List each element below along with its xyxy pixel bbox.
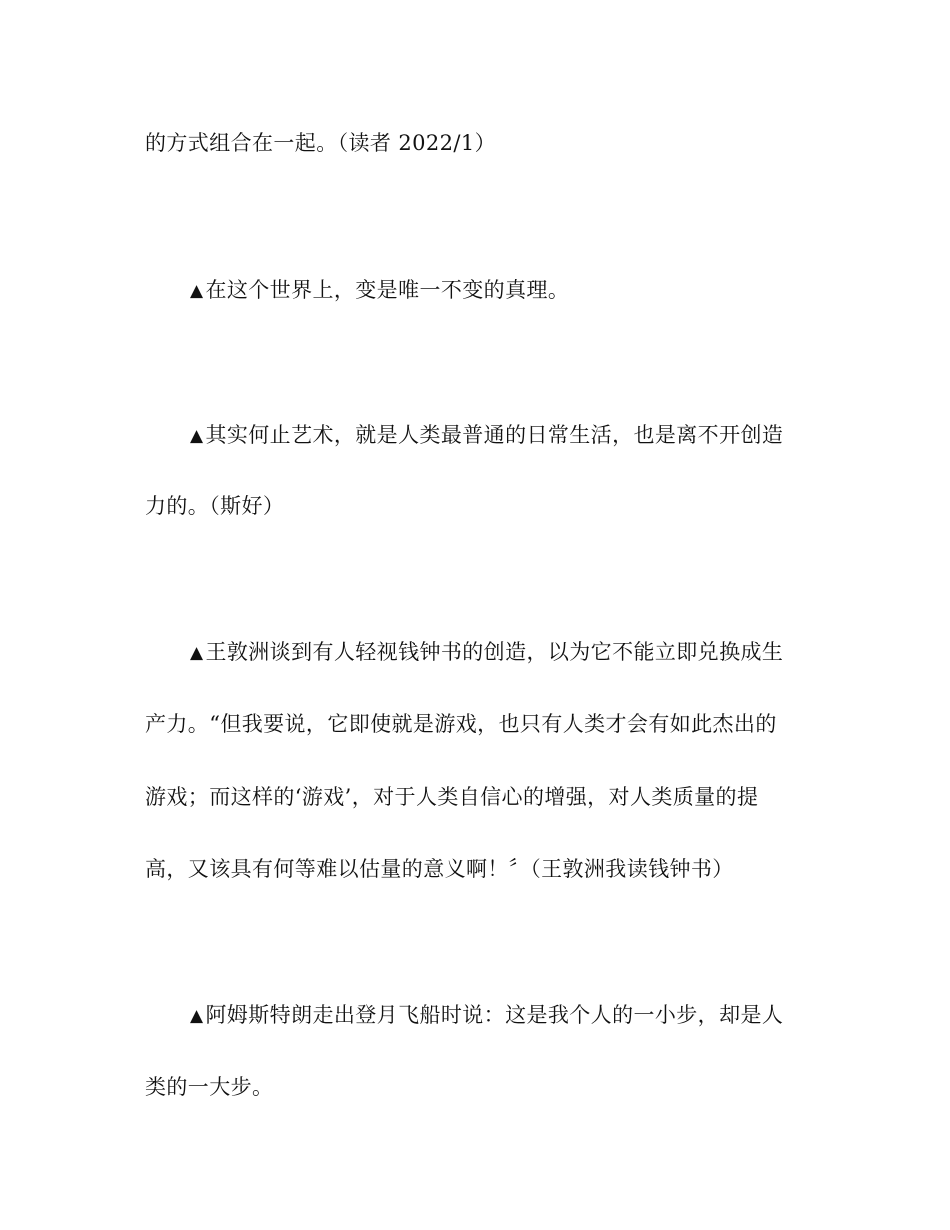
bullet-paragraph-line (190, 423, 783, 448)
triangle-bullet-icon: ▲ (190, 281, 204, 301)
paragraph-text: 的方式组合在一起。（读者 2022/1） (145, 131, 497, 155)
triangle-bullet-icon: ▲ (190, 1006, 204, 1026)
paragraph-text: 类的一大步。 (145, 1075, 274, 1099)
paragraph-text: 游戏；而这样的‘游戏’，对于人类自信心的增强，对人类质量的提 (145, 785, 759, 809)
paragraph-continuation-line (145, 1075, 273, 1099)
bullet-paragraph-line (190, 278, 569, 303)
paragraph-text: 高，又该具有何等难以估量的意义啊！〞（王敦洲我读钱钟书） (145, 857, 734, 881)
bullet-paragraph-line (190, 1003, 783, 1028)
paragraph-text: 王敦洲谈到有人轻视钱钟书的创造，以为它不能立即兑换成生 (205, 640, 784, 664)
paragraph-continuation-line (145, 712, 777, 736)
paragraph-text: 阿姆斯特朗走出登月飞船时说：这是我个人的一小步，却是人 (205, 1003, 784, 1027)
triangle-bullet-icon: ▲ (190, 643, 204, 663)
paragraph-text: 其实何止艺术，就是人类最普通的日常生活，也是离不开创造 (205, 423, 784, 447)
triangle-bullet-icon: ▲ (190, 426, 204, 446)
paragraph-text: 产力。“但我要说，它即使就是游戏，也只有人类才会有如此杰出的 (145, 712, 777, 736)
paragraph-continuation-line (145, 131, 496, 155)
paragraph-text: 力的。（斯好） (145, 494, 285, 518)
paragraph-continuation-line (145, 857, 734, 881)
paragraph-continuation-line (145, 494, 284, 518)
paragraph-continuation-line (145, 785, 758, 809)
bullet-paragraph-line (190, 640, 783, 665)
paragraph-text: 在这个世界上，变是唯一不变的真理。 (205, 278, 570, 302)
